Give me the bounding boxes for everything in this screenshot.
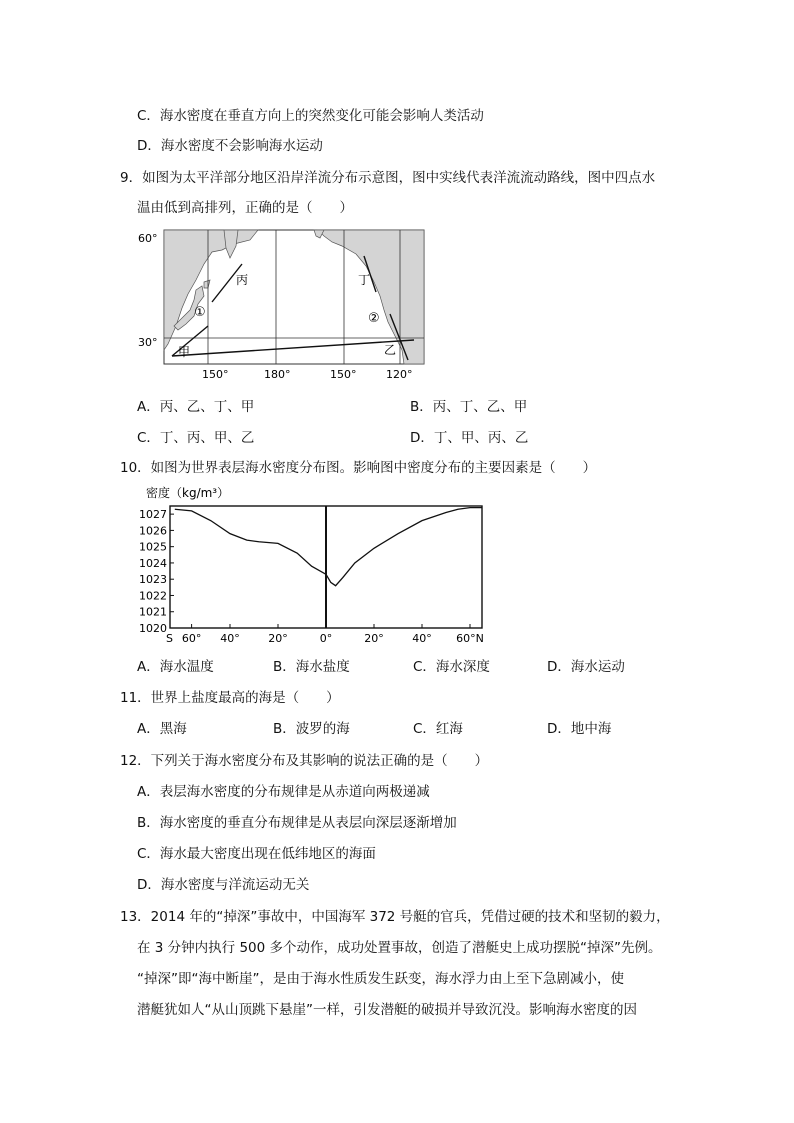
- q8-option-d: D．海水密度不会影响海水运动: [137, 138, 323, 154]
- y-tick-label: 1023: [139, 573, 167, 587]
- y-tick-label: 1022: [139, 589, 167, 603]
- q13-line2: 在 3 分钟内执行 500 多个动作，成功处置事故，创造了潜艇史上成功摆脱“掉深”先例。: [137, 940, 662, 956]
- q9-option-d: D．丁、甲、丙、乙: [410, 430, 529, 446]
- lon-150w-label: 150°: [330, 368, 357, 381]
- density-chart: [138, 482, 490, 646]
- q10-option-b: B．海水盐度: [273, 659, 350, 675]
- q9-option-c: C．丁、丙、甲、乙: [137, 430, 255, 446]
- q11-stem: 11．世界上盐度最高的海是（ ）: [120, 690, 340, 706]
- chart-ylabel: 密度（kg/m³）: [146, 486, 230, 500]
- lat-30-label: 30°: [138, 336, 158, 349]
- label-circle-2: ②: [368, 311, 380, 326]
- label-circle-1: ①: [194, 305, 206, 320]
- y-tick-label: 1021: [139, 605, 167, 619]
- x-tick-label: 0°: [319, 632, 333, 645]
- x-tick-label: 60°: [181, 632, 202, 645]
- x-tick-label: S: [166, 632, 173, 645]
- q10-option-a: A．海水温度: [137, 659, 214, 675]
- y-tick-label: 1025: [139, 540, 167, 554]
- q13-line1: 13．2014 年的“掉深”事故中，中国海军 372 号艇的官兵，凭借过硬的技术和坚韧的毅力，: [120, 909, 670, 925]
- label-jia: 甲: [178, 345, 191, 359]
- x-tick-label: 40°: [412, 632, 432, 645]
- x-tick-label: 20°: [364, 632, 384, 645]
- density-series-line: [175, 508, 482, 586]
- q9-stem-line2: 温由低到高排列，正确的是（ ）: [137, 200, 353, 216]
- q12-option-c: C．海水最大密度出现在低纬地区的海面: [137, 846, 376, 862]
- x-tick-label: 20°: [268, 632, 288, 645]
- y-tick-label: 1026: [139, 524, 167, 538]
- y-tick-label: 1024: [139, 556, 167, 570]
- q13-line4: 潜艇犹如人“从山顶跳下悬崖”一样，引发潜艇的破损并导致沉没。影响海水密度的因: [137, 1002, 637, 1018]
- pacific-current-map: [138, 226, 430, 386]
- q11-option-b: B．波罗的海: [273, 721, 350, 737]
- q11-option-a: A．黑海: [137, 721, 187, 737]
- lon-180-label: 180°: [264, 368, 291, 381]
- q10-option-d: D．海水运动: [547, 659, 625, 675]
- y-tick-label: 1027: [139, 508, 167, 522]
- q12-option-b: B．海水密度的垂直分布规律是从表层向深层逐渐增加: [137, 815, 457, 831]
- label-ding: 丁: [358, 273, 371, 287]
- y-tick-label: 1020: [139, 622, 167, 635]
- label-yi: 乙: [384, 343, 397, 357]
- q9-option-b: B．丙、丁、乙、甲: [410, 399, 528, 415]
- q9-option-a: A．丙、乙、丁、甲: [137, 399, 255, 415]
- q12-option-d: D．海水密度与洋流运动无关: [137, 877, 310, 893]
- x-tick-label: 60°N: [456, 632, 484, 645]
- q13-line3: “掉深”即“海中断崖”，是由于海水性质发生跃变，海水浮力由上至下急剧减小，使: [137, 971, 624, 987]
- q10-stem: 10．如图为世界表层海水密度分布图。影响图中密度分布的主要因素是（ ）: [120, 460, 597, 476]
- q12-option-a: A．表层海水密度的分布规律是从赤道向两极递减: [137, 784, 430, 800]
- q12-stem: 12．下列关于海水密度分布及其影响的说法正确的是（ ）: [120, 753, 489, 769]
- q9-stem-line1: 9．如图为太平洋部分地区沿岸洋流分布示意图，图中实线代表洋流流动路线，图中四点水: [120, 170, 656, 186]
- q11-option-c: C．红海: [413, 721, 463, 737]
- lon-150e-label: 150°: [202, 368, 229, 381]
- q11-option-d: D．地中海: [547, 721, 612, 737]
- x-tick-label: 40°: [220, 632, 240, 645]
- lat-60-label: 60°: [138, 232, 158, 245]
- label-bing: 丙: [236, 273, 249, 287]
- q10-option-c: C．海水深度: [413, 659, 490, 675]
- lon-120w-label: 120°: [386, 368, 413, 381]
- q8-option-c: C．海水密度在垂直方向上的突然变化可能会影响人类活动: [137, 108, 484, 124]
